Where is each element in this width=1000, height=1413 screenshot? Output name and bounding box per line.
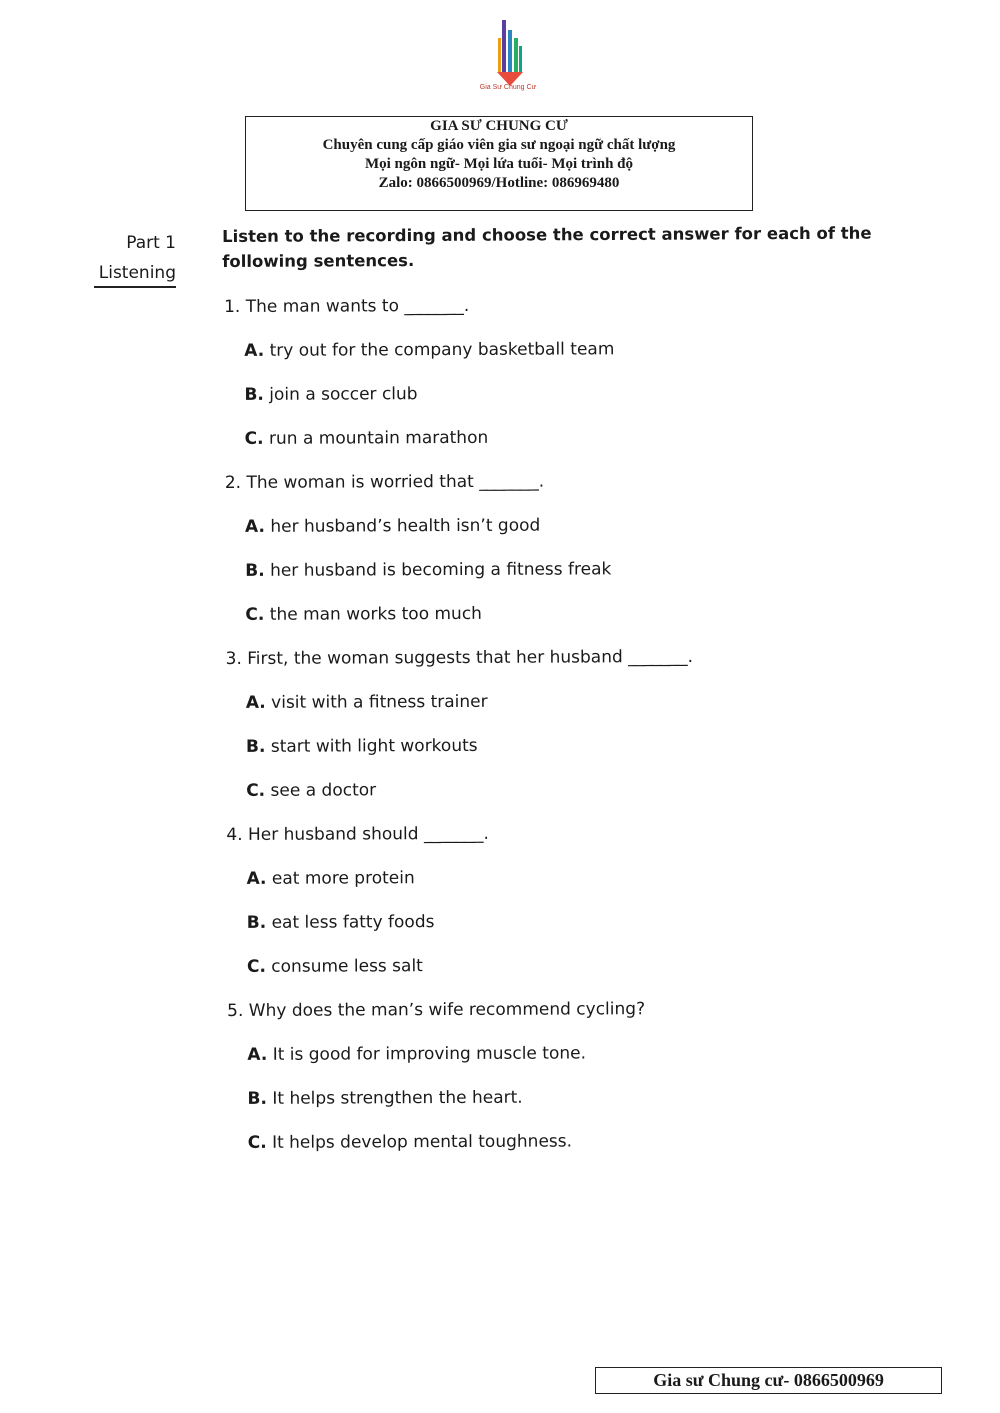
option-c[interactable] — [245, 599, 482, 630]
option-text: her husband is becoming a fitness freak — [270, 559, 612, 581]
option-letter: B. — [247, 1088, 267, 1109]
question-stem: 3. First, the woman suggests that her husband _______. — [225, 646, 694, 669]
part-number: Part 1 — [126, 233, 176, 253]
option-b[interactable] — [246, 731, 478, 762]
option-text: try out for the company basketball team — [269, 339, 615, 361]
header-tagline: Chuyên cung cấp giáo viên gia sư ngoại ngữ chất lượng — [322, 137, 676, 153]
pencil-logo-icon — [478, 16, 538, 88]
header-box — [245, 116, 753, 211]
option-text: the man works too much — [269, 603, 482, 625]
option-letter: B. — [245, 736, 266, 757]
option-text: visit with a fitness trainer — [271, 691, 488, 713]
option-letter: C. — [245, 604, 265, 625]
option-letter: C. — [244, 428, 264, 449]
question-4 — [226, 817, 927, 996]
option-a[interactable] — [246, 863, 414, 894]
part-name: Listening — [98, 263, 176, 283]
question-3 — [226, 641, 927, 820]
question-stem: 1. The man wants to _______. — [224, 295, 470, 317]
question-list — [224, 289, 928, 1172]
option-text: her husband’s health isn’t good — [270, 515, 541, 537]
option-c[interactable] — [245, 423, 489, 454]
instructions: Listen to the recording and choose the correct answer for each of the following sentences. — [222, 223, 872, 271]
option-c[interactable] — [246, 775, 376, 806]
option-letter: A. — [247, 1044, 268, 1065]
option-letter: B. — [244, 384, 264, 405]
option-letter: C. — [246, 780, 266, 801]
option-letter: B. — [246, 912, 267, 933]
option-letter: C. — [246, 956, 266, 977]
option-a[interactable] — [244, 334, 614, 366]
question-1 — [224, 289, 925, 468]
option-letter: A. — [244, 340, 265, 361]
part-underline — [94, 286, 176, 288]
option-letter: A. — [246, 868, 267, 889]
option-text: consume less salt — [271, 956, 423, 977]
question-2 — [225, 465, 926, 644]
footer-contact: Gia sư Chung cư- 0866500969 — [595, 1367, 942, 1394]
option-a[interactable] — [247, 1038, 586, 1069]
option-b[interactable] — [245, 554, 611, 586]
option-text: run a mountain marathon — [268, 427, 489, 449]
header-title: GIA SƯ CHUNG CƯ — [430, 118, 568, 134]
option-c[interactable] — [248, 1126, 572, 1157]
question-stem: 2. The woman is worried that _______. — [224, 471, 545, 493]
option-b[interactable] — [247, 1083, 522, 1114]
header-subtitle: Mọi ngôn ngữ- Mọi lứa tuổi- Mọi trình độ — [364, 156, 633, 172]
option-letter: C. — [247, 1132, 267, 1153]
option-letter: A. — [245, 692, 266, 713]
logo-text: Gia Sư Chung Cư — [479, 84, 537, 91]
option-b[interactable] — [244, 379, 417, 410]
option-text: join a soccer club — [269, 384, 418, 405]
question-stem: 4. Her husband should _______. — [226, 823, 489, 845]
question-5 — [227, 993, 928, 1172]
option-b[interactable] — [247, 907, 435, 938]
option-text: It helps strengthen the heart. — [272, 1087, 523, 1109]
header-contact: Zalo: 0866500969/Hotline: 086969480 — [378, 175, 620, 191]
part-label — [96, 228, 176, 288]
option-letter: A. — [244, 516, 266, 537]
option-text: see a doctor — [270, 780, 377, 801]
option-a[interactable] — [246, 687, 488, 718]
option-letter: B. — [245, 560, 265, 581]
option-text: start with light workouts — [270, 735, 478, 757]
option-text: eat more protein — [271, 868, 415, 889]
option-c[interactable] — [247, 951, 423, 982]
option-text: It is good for improving muscle tone. — [272, 1043, 587, 1065]
question-stem: 5. Why does the man’s wife recommend cycling? — [227, 999, 646, 1021]
option-text: eat less fatty foods — [271, 912, 435, 933]
option-text: It helps develop mental toughness. — [272, 1131, 573, 1153]
option-a[interactable] — [245, 511, 540, 542]
